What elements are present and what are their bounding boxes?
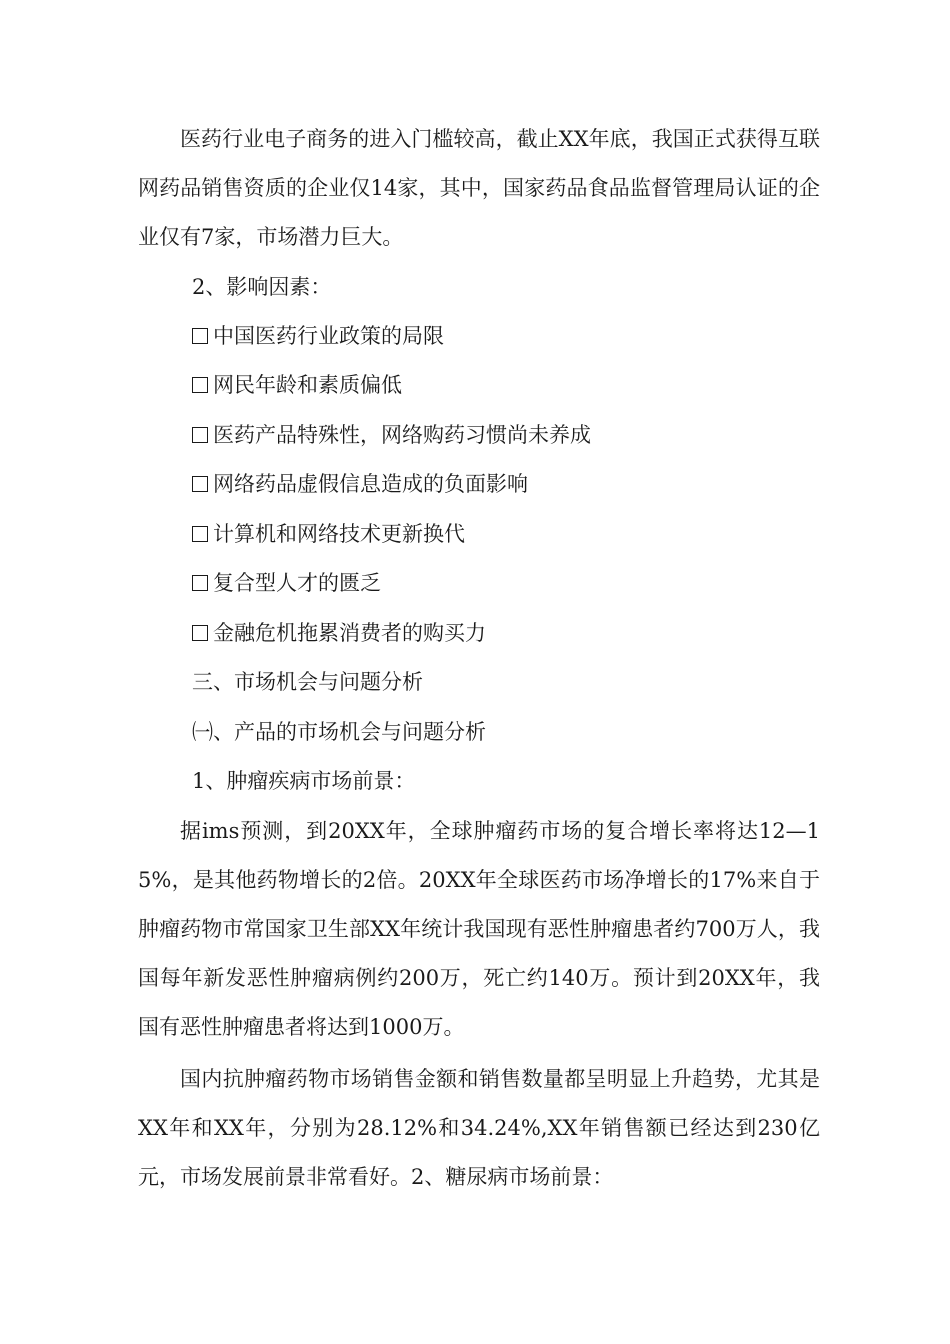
factor-text: 计算机和网络技术更新换代 <box>213 522 465 546</box>
factor-text: 金融危机拖累消费者的购买力 <box>213 621 486 645</box>
checkbox-icon <box>192 427 208 443</box>
checkbox-icon <box>192 625 208 641</box>
heading-subsection-one: ㈠、产品的市场机会与问题分析 <box>192 720 486 744</box>
factor-item <box>192 559 381 608</box>
heading-influencing-factors: 2、影响因素： <box>192 275 332 299</box>
factor-text: 复合型人才的匮乏 <box>213 571 381 595</box>
factor-item <box>192 460 528 509</box>
heading-section-three: 三、市场机会与问题分析 <box>192 670 423 694</box>
paragraph-domestic-sales: 国内抗肿瘤药物市场销售金额和销售数量都呈明显上升趋势，尤其是XX年和XX年，分别为28.12%和34.24%,XX年销售额已经达到230亿元，市场发展前景非常看好。2、糖尿病市场前景： <box>138 1067 820 1189</box>
paragraph-market-entry: 医药行业电子商务的进入门槛较高，截止XX年底，我国正式获得互联网药品销售资质的企业仅14家，其中，国家药品食品监督管理局认证的企业仅有7家，市场潜力巨大。 <box>138 127 820 249</box>
checkbox-icon <box>192 328 208 344</box>
checkbox-icon <box>192 377 208 393</box>
checkbox-icon <box>192 476 208 492</box>
factor-text: 网民年龄和素质偏低 <box>213 373 402 397</box>
paragraph-tumor-forecast: 据ims预测，到20XX年，全球肿瘤药市场的复合增长率将达12—15%，是其他药物增长的2倍。20XX年全球医药市场净增长的17%来自于肿瘤药物市常国家卫生部XX年统计我国现有恶性肿瘤患者约700万人，我国每年新发恶性肿瘤病例约200万，死亡约140万。预计到20XX年，我国有恶性肿瘤患者将达到1000万。 <box>138 819 820 1039</box>
factor-item <box>192 609 486 658</box>
checkbox-icon <box>192 526 208 542</box>
factor-item <box>192 411 591 460</box>
factor-item <box>192 312 444 361</box>
factor-text: 中国医药行业政策的局限 <box>213 324 444 348</box>
checkbox-icon <box>192 575 208 591</box>
factor-item <box>192 510 465 559</box>
factor-text: 网络药品虚假信息造成的负面影响 <box>213 472 528 496</box>
factor-text: 医药产品特殊性，网络购药习惯尚未养成 <box>213 423 591 447</box>
heading-tumor-market: 1、肿瘤疾病市场前景： <box>192 769 416 793</box>
factor-item <box>192 361 402 410</box>
